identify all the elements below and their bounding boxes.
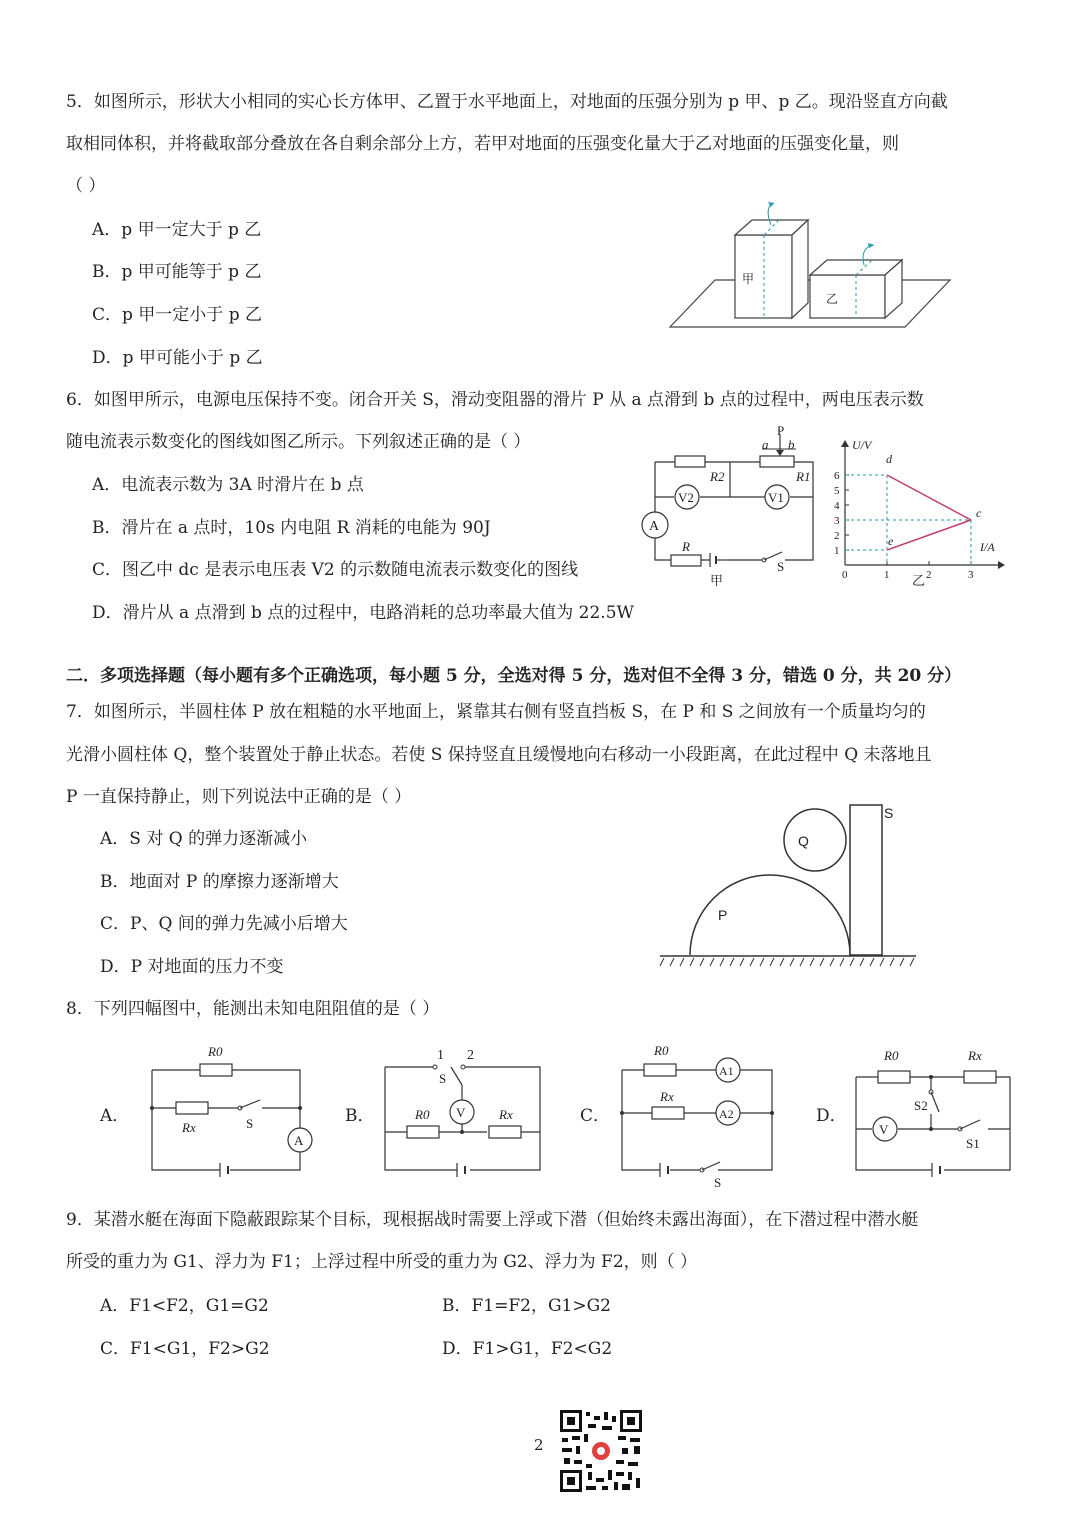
- q6-ytick: 3: [834, 515, 840, 527]
- q8d-label-S2: S2: [914, 1098, 928, 1113]
- q8d-label-S1: S1: [966, 1136, 980, 1151]
- q6-caption-yi: 乙: [912, 573, 926, 588]
- q7-figure-cylinders: [660, 800, 920, 975]
- q6-label-R2: R2: [710, 469, 725, 484]
- q6-ytick: 6: [834, 470, 840, 482]
- q6-ytick: 5: [834, 485, 840, 497]
- q6-meter-V1: V1: [768, 490, 784, 505]
- q6-point-d: d: [886, 452, 892, 466]
- q7-label-Q: Q: [798, 833, 809, 849]
- q6-xtick: 3: [968, 569, 974, 581]
- q8-option-d-tag: D．: [816, 1106, 847, 1126]
- q5-option-a: A．p 甲一定大于 p 乙: [92, 220, 262, 240]
- q6-graph-yi: [830, 435, 1010, 588]
- q6-label-S: S: [777, 559, 785, 574]
- q8b-label-R0: R0: [415, 1107, 430, 1122]
- q8-option-c-tag: C．: [580, 1106, 611, 1126]
- q6-ytick: 1: [834, 545, 840, 557]
- q9-option-b: B．F1=F2，G1>G2: [442, 1296, 611, 1316]
- q6-stem-line2: 随电流表示数变化的图线如图乙所示。下列叙述正确的是（ ）: [66, 432, 531, 452]
- section-2-title: 二．多项选择题（每小题有多个正确选项，每小题 5 分，全选对得 5 分，选对但不全得 3 分，错选 0 分，共 20 分）: [66, 666, 962, 686]
- q8-circuit-a: [140, 1040, 325, 1180]
- q7-stem-line2: 光滑小圆柱体 Q，整个装置处于静止状态。若使 S 保持竖直且缓慢地向右移动一小段距离，在此过程中 Q 未落地且: [66, 745, 932, 765]
- q6-option-d: D．滑片从 a 点滑到 b 点的过程中，电路消耗的总功率最大值为 22.5W: [92, 603, 634, 623]
- q8c-meter-A1: A1: [719, 1064, 734, 1078]
- q8-stem: 8．下列四幅图中，能测出未知电阻阻值的是（ ）: [66, 999, 440, 1019]
- q8-option-b-tag: B．: [345, 1106, 375, 1126]
- q5-option-d: D．p 甲可能小于 p 乙: [92, 348, 263, 368]
- q7-option-b: B．地面对 P 的摩擦力逐渐增大: [100, 872, 339, 892]
- q8b-meter-V: V: [456, 1105, 466, 1120]
- q7-option-a: A．S 对 Q 的弹力逐渐减小: [100, 829, 308, 849]
- q8d-label-R0: R0: [884, 1048, 899, 1063]
- q5-label-yi: 乙: [826, 292, 839, 306]
- q8d-label-Rx: Rx: [968, 1048, 982, 1063]
- q8b-label-S: S: [439, 1071, 447, 1086]
- q8b-label-Rx: Rx: [499, 1107, 513, 1122]
- q6-label-a: a: [762, 437, 769, 452]
- q5-figure-blocks: [660, 195, 960, 340]
- q8a-meter-A: A: [294, 1133, 304, 1148]
- q6-xtick: 2: [926, 569, 932, 581]
- q5-stem-line1: 5．如图所示，形状大小相同的实心长方体甲、乙置于水平地面上，对地面的压强分别为 p 甲、p 乙。现沿竖直方向截: [66, 92, 948, 112]
- q5-option-b: B．p 甲可能等于 p 乙: [92, 262, 262, 282]
- q6-ytick: 4: [834, 500, 840, 512]
- q6-graph-ylabel: U/V: [852, 438, 872, 452]
- q5-stem-line3: （ ）: [66, 176, 106, 196]
- q6-label-R: R: [682, 539, 690, 554]
- qr-code-icon: [558, 1408, 644, 1494]
- q6-ytick: 2: [834, 530, 840, 542]
- q6-label-b: b: [788, 437, 795, 452]
- q7-label-S: S: [884, 805, 894, 821]
- q6-meter-A: A: [649, 519, 660, 534]
- q6-xtick: 0: [842, 569, 848, 581]
- q7-stem-line1: 7．如图所示，半圆柱体 P 放在粗糙的水平地面上，紧靠其右侧有竖直挡板 S，在 P 和 S 之间放有一个质量均匀的: [66, 702, 926, 722]
- q6-xtick: 1: [884, 569, 890, 581]
- q9-stem-line1: 9．某潜水艇在海面下隐蔽跟踪某个目标，现根据战时需要上浮或下潜（但始终未露出海面），在下潜过程中潜水艇: [66, 1210, 919, 1230]
- q8d-meter-V: V: [879, 1122, 889, 1137]
- q8b-label-1: 1: [437, 1048, 444, 1063]
- q8a-label-Rx: Rx: [182, 1120, 196, 1135]
- q8a-label-R0: R0: [208, 1044, 223, 1059]
- q6-option-a: A．电流表示数为 3A 时滑片在 b 点: [92, 475, 364, 495]
- q6-circuit-jia: [630, 423, 830, 588]
- q6-label-R1: R1: [796, 469, 811, 484]
- q9-stem-line2: 所受的重力为 G1、浮力为 F1；上浮过程中所受的重力为 G2、浮力为 F2，则（ ）: [66, 1252, 698, 1272]
- q8-option-a-tag: A．: [100, 1106, 130, 1126]
- q7-label-P: P: [718, 907, 728, 923]
- q6-caption-jia: 甲: [710, 573, 724, 588]
- q8-circuit-c: [612, 1035, 787, 1190]
- q8-circuit-d: [848, 1040, 1020, 1180]
- q7-option-c: C．P、Q 间的弹力先减小后增大: [100, 914, 348, 934]
- q6-meter-V2: V2: [678, 490, 694, 505]
- q9-option-c: C．F1<G1，F2>G2: [100, 1339, 270, 1359]
- q6-graph-xlabel: I/A: [980, 540, 995, 554]
- q6-option-c: C．图乙中 dc 是表示电压表 V2 的示数随电流表示数变化的图线: [92, 560, 579, 580]
- q7-option-d: D．P 对地面的压力不变: [100, 957, 284, 977]
- q8c-label-Rx: Rx: [660, 1089, 674, 1104]
- q8a-label-S: S: [246, 1116, 254, 1131]
- q5-option-c: C．p 甲一定小于 p 乙: [92, 305, 262, 325]
- q5-label-jia: 甲: [742, 272, 755, 286]
- q7-stem-line3: P 一直保持静止，则下列说法中正确的是（ ）: [66, 787, 412, 807]
- q6-point-c: c: [976, 506, 982, 520]
- q9-option-a: A．F1<F2，G1=G2: [100, 1296, 269, 1316]
- q6-label-P: P: [777, 423, 785, 438]
- q6-stem-line1: 6．如图甲所示，电源电压保持不变。闭合开关 S，滑动变阻器的滑片 P 从 a 点滑到 b 点的过程中，两电压表示数: [66, 390, 924, 410]
- q9-option-d: D．F1>G1，F2<G2: [442, 1339, 613, 1359]
- q8c-meter-A2: A2: [719, 1107, 734, 1121]
- q5-stem-line2: 取相同体积，并将截取部分叠放在各自剩余部分上方，若甲对地面的压强变化量大于乙对地面的压强变化量，则: [66, 134, 899, 154]
- q8c-label-R0: R0: [654, 1043, 669, 1058]
- q8-circuit-b: [375, 1045, 550, 1175]
- q6-option-b: B．滑片在 a 点时，10s 内电阻 R 消耗的电能为 90J: [92, 518, 491, 538]
- page-number: 2: [534, 1436, 544, 1454]
- q6-point-e: e: [888, 534, 894, 548]
- q8c-label-S: S: [714, 1175, 722, 1190]
- q8b-label-2: 2: [467, 1048, 474, 1063]
